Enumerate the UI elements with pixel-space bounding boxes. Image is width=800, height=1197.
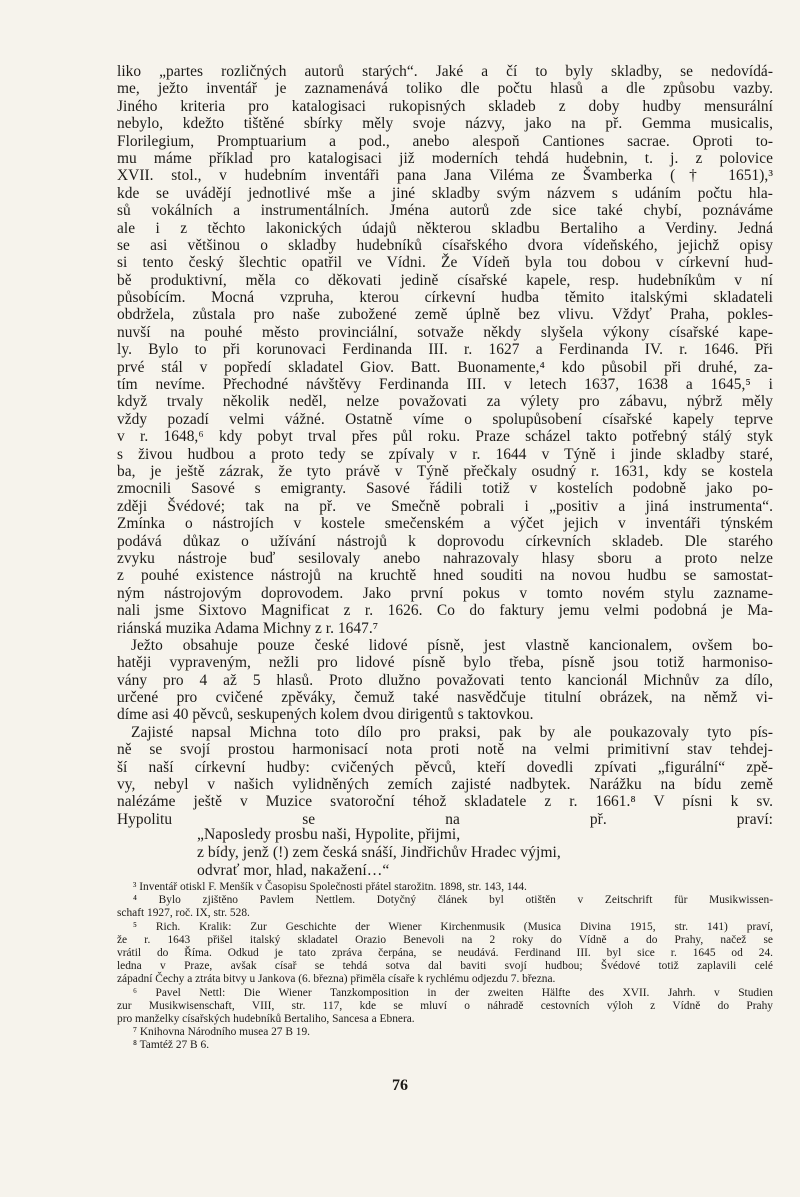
body-line: podává důkaz o užívání nástrojů k doprovodu církevních skladeb. Dle starého [117, 532, 773, 550]
footnotes [117, 881, 773, 1052]
body-line: se asi většinou o skladby hudebníků císařského dvora vídeňského, jejichž opisy [117, 236, 773, 254]
body-line: vždy pozadí velmi vážné. Ostatně víme o spolupůsobení císařské kapely teprve [117, 410, 773, 428]
quote-line: „Naposledy prosbu naši, Hypolite, přijmi, [197, 826, 461, 843]
footnote-line: ⁸ Tamtéž 27 B 6. [133, 1039, 210, 1052]
page-number: 76 [392, 1077, 408, 1094]
body-line: díme asi 40 pěvců, seskupených kolem dvou dirigentů s taktovkou. [117, 706, 534, 724]
footnote-line: pro manželky císařských hudebníků Bertaliho, Sancesa a Ebnera. [117, 1012, 415, 1025]
body-line: v r. 1648,⁶ kdy pobyt trval přes půl roku. Praze scházel takto potřebný stálý styk [117, 428, 773, 446]
body-line: kde se uvádějí jednotlivé mše a jiné skladby svým názvem s udáním počtu hla- [117, 184, 773, 202]
body-line: Zajisté napsal Michna toto dílo pro praksi, pak by ale poukazovaly tyto pís- [131, 723, 773, 741]
body-line: nali jsme Sixtovo Magnificat z r. 1626. Co do faktury jemu velmi podobná je Ma- [117, 602, 773, 620]
verse-quote [197, 826, 757, 880]
body-line: s živou hudbou a proto tedy se zpívaly v r. 1644 v Týně i jinde skladby staré, [117, 445, 773, 463]
body-line: nalézáme ještě v Muzice svatoroční téhož skladatele z r. 1661.⁸ V písni k sv. [117, 793, 773, 811]
footnote-line: schaft 1927, roč. IX, str. 528. [117, 907, 250, 920]
body-line: když trvaly několik neděl, nelze považovati za výlety pro zábavu, nýbrž měly [117, 393, 773, 411]
footnote-line: ⁷ Knihovna Národního musea 27 B 19. [133, 1026, 311, 1039]
quote-line: z bídy, jenž (!) zem česká snáší, Jindřichův Hradec výjmi, [197, 844, 561, 861]
body-line: ně se svojí prostou harmonisací nota proti notě na velmi primitivní stav tehdej- [117, 741, 773, 759]
body-line: sů vokálních a instrumentálních. Jména autorů zde sice také chybí, poznáváme [117, 202, 773, 220]
footnote-line: ⁵ Rich. Kralik: Zur Geschichte der Wiener Kirchenmusik (Musica Divina 1915, str. 141) praví, [133, 920, 773, 933]
body-line: ly. Bylo to při korunovaci Ferdinanda III. r. 1627 a Ferdinanda IV. r. 1646. Při [117, 341, 773, 359]
footnote-line: ⁴ Bylo zjištěno Pavlem Nettlem. Dotyčný článek byl otištěn v Zeitschrift für Musikwissen- [133, 894, 773, 907]
body-line: liko „partes rozličných autorů starých“. Jaké a čí to byly skladby, se nedovídá- [117, 63, 773, 80]
body-text [117, 63, 773, 828]
body-line: nuvší na pouhé město provinciální, sotvaže někdy slyšela výkony císařské kape- [117, 323, 773, 341]
body-line: mu máme příklad pro katalogisaci již moderních tehdá hudebnin, t. j. z polovice [117, 149, 773, 167]
body-line: ale i z těchto lakonických údajů některou skladbu Bertaliho a Verdiny. Jedná [117, 219, 773, 237]
footnote-line: ledna v Praze, avšak císař se tehdá sotva dal baviti svojí hudbou; Švédové totiž zaplavili celé [117, 960, 773, 973]
footnote-line: že r. 1643 přišel italský skladatel Orazio Benevoli na 2 roky do Vídně a do Prahy, načež se [117, 933, 773, 946]
body-line: ší naší církevní hudby: cvičených pěvců, kteří dovedli zpívati „figurální“ zpě- [117, 758, 773, 776]
body-line: z pouhé existence nástrojů na kruchtě hned souditi na novou hudbu se samostat- [117, 567, 773, 585]
body-line: Zmínka o nástrojích v kostele smečenském a výčet jejich v inventáři týnském [117, 515, 773, 533]
body-line: me, ježto inventář je zaznamenává toliko dle počtu hlasů a dle způsobu vazby. [117, 80, 773, 98]
footnote-line: ³ Inventář otiskl F. Menšík v Časopisu Společnosti přátel starožitn. 1898, str. 143, 144. [133, 881, 527, 893]
body-line: vy, nebyl v našich vylidněných zemích zajisté nadbytek. Narážku na bídu země [117, 776, 773, 794]
body-line: Ježto obsahuje pouze české lidové písně, jest vlastně kancionalem, ovšem bo- [131, 636, 773, 654]
body-line: nebylo, kdežto tištěné sbírky měly svoje názvy, jako na př. Gemma musicalis, [117, 115, 773, 133]
body-line: Jiného kriteria pro katalogisaci rukopisných skladeb z doby hudby mensurální [117, 97, 773, 115]
body-line: vány pro 4 až 5 hlasů. Proto dlužno považovati tento kancionál Michnův za dílo, [117, 671, 773, 689]
quote-line: odvrať mor, hlad, nakažení…“ [197, 862, 390, 879]
body-line: si tento český šlechtic opatřil ve Vídni. Že Vídeň byla tou dobou v církevní hud- [117, 254, 773, 272]
body-line: zději Švédové; tak na př. ve Smečně pobrali i „positiv a jiná instrumenta“. [117, 497, 773, 515]
footnote-line: ⁶ Pavel Nettl: Die Wiener Tanzkomposition in der zweiten Hälfte des XVII. Jahrh. v Studien [133, 986, 773, 999]
body-line: určené pro cvičené zpěváky, čemuž také nasvědčuje titulní obrázek, na němž vi- [117, 689, 773, 707]
body-line: hatěji vypraveným, nežli pro lidové písně bylo třeba, písně jsou totiž harmoniso- [117, 654, 773, 672]
body-line: ba, je ještě zázrak, že tyto právě v Týně přečkaly osudný r. 1631, kdy se kostela [117, 462, 773, 480]
body-line: Florilegium, Promptuarium a pod., anebo alespoň Cantiones sacrae. Oproti to- [117, 132, 773, 150]
body-line: působícím. Mocná vzpruha, kterou církevní hudba těmito italskými skladateli [117, 289, 773, 307]
body-line: ným nástrojovým doprovodem. Jako první pokus v tomto novém stylu zazname- [117, 584, 773, 602]
footnote-line: zur Musikwisenschaft, VIII, str. 117, kde se mluví o náhradě cestovních výloh z Vídně do Prahy [117, 999, 773, 1012]
body-line: tím nevíme. Přechodné návštěvy Ferdinanda III. v letech 1637, 1638 a 1645,⁵ i [117, 376, 773, 394]
body-line: XVII. stol., v hudebním inventáři pana Jana Viléma ze Švamberka († 1651),³ [117, 167, 773, 185]
body-line: obdržela, zůstala pro naše zubožené země úplně bez vlivu. Vždyť Praha, pokles- [117, 306, 773, 324]
body-line: Hypolitu se na př. praví: [117, 810, 773, 828]
body-line: zvyku nástroje buď sesilovaly anebo nahrazovaly hlasy sboru a proto nelze [117, 549, 773, 567]
footnote-line: vrátil do Říma. Odkud je tato zpráva čerpána, se neudává. Ferdinand III. byl sice r. 1645 od 24. [117, 946, 773, 959]
body-line: prvé stál v popředí skladatel Giov. Batt. Buonamente,⁴ kdo působil při druhé, za- [117, 358, 773, 376]
footnote-line: západní Čechy a ztráta bitvy u Jankova (6. března) přiměla císaře k rychlému odjezdu 7. března. [117, 973, 556, 986]
body-line: riánská muzika Adama Michny z r. 1647.⁷ [117, 619, 379, 637]
body-line: bě produktivní, měla co děkovati jedině císařské kapele, resp. hudebníkům v ní [117, 271, 773, 289]
body-line: zmocnili Sasové s emigranty. Sasové řádili totiž v kostelích podobně jako po- [117, 480, 773, 498]
